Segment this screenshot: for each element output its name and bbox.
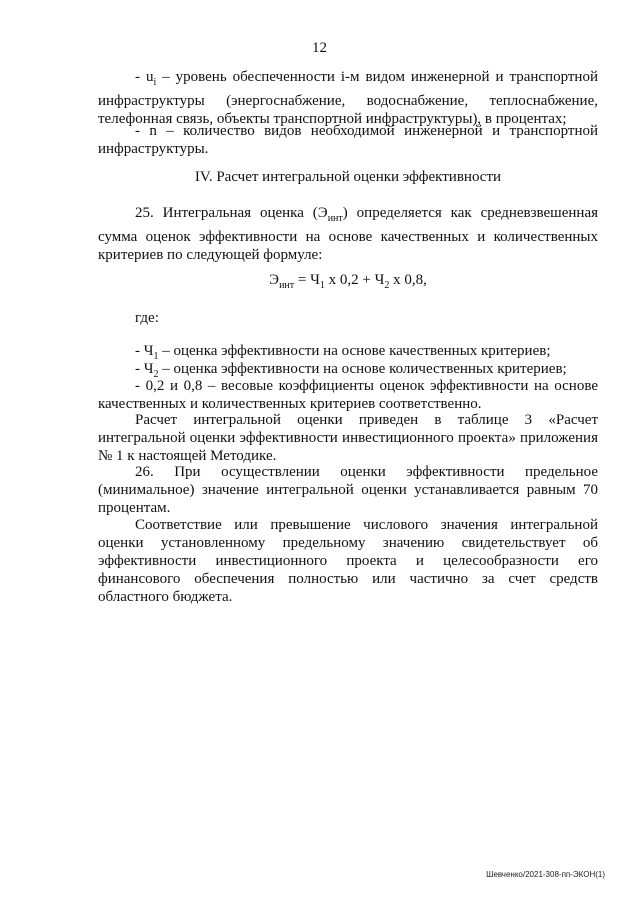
- list-item-weights: - 0,2 и 0,8 – весовые коэффициенты оценок эффективности на основе качественных и количественных критериев соответственно.: [98, 378, 598, 412]
- paragraph-final: Соответствие или превышение числового значения интегральной оценки установленному предельному значению свидетельствует об эффективности инвестиционного проекта и целесообразности его финансового обеспечения полностью или частично за счет средств областного бюджета.: [98, 517, 598, 605]
- paragraph-26: 26. При осуществлении оценки эффективности предельное (минимальное) значение интегральной оценки устанавливается равным 70 процентам.: [98, 464, 598, 516]
- formula: $Э_{инт} = Ч_1$ х $0,2 + Ч_2$ х 0,8,: [269, 272, 427, 291]
- list-item-ch1: - $Ч_1$ – оценка эффективности на основе качественных критериев;: [135, 343, 551, 362]
- list-item-n: - n – количество видов необходимой инженерной и транспортной инфраструктуры.: [98, 123, 598, 157]
- paragraph-calc: Расчет интегральной оценки приведен в таблице 3 «Расчет интегральной оценки эффективности инвестиционного проекта» приложения № 1 к настоящей Методике.: [98, 412, 598, 464]
- footer-code: Шевченко/2021-308-пп-ЭКОН(1): [486, 870, 605, 879]
- paragraph-25: 25. Интегральная оценка $(Э_{инт})$ определяется как средневзвешенная сумма оценок эффективности на основе качественных и количественных критериев по следующей формуле:: [98, 205, 598, 263]
- where-label: где:: [135, 310, 159, 326]
- list-item-u: - $u_i$ – уровень обеспеченности i-м видом инженерной и транспортной инфраструктуры (энергоснабжение, водоснабжение, теплоснабжение, телефонная связь, объекты транспортной инфраструктуры), в процентах;: [98, 69, 598, 127]
- section-heading: IV. Расчет интегральной оценки эффективности: [194, 169, 502, 185]
- list-item-ch2: - $Ч_2$ – оценка эффективности на основе количественных критериев;: [135, 361, 567, 380]
- page-number: 12: [312, 40, 327, 56]
